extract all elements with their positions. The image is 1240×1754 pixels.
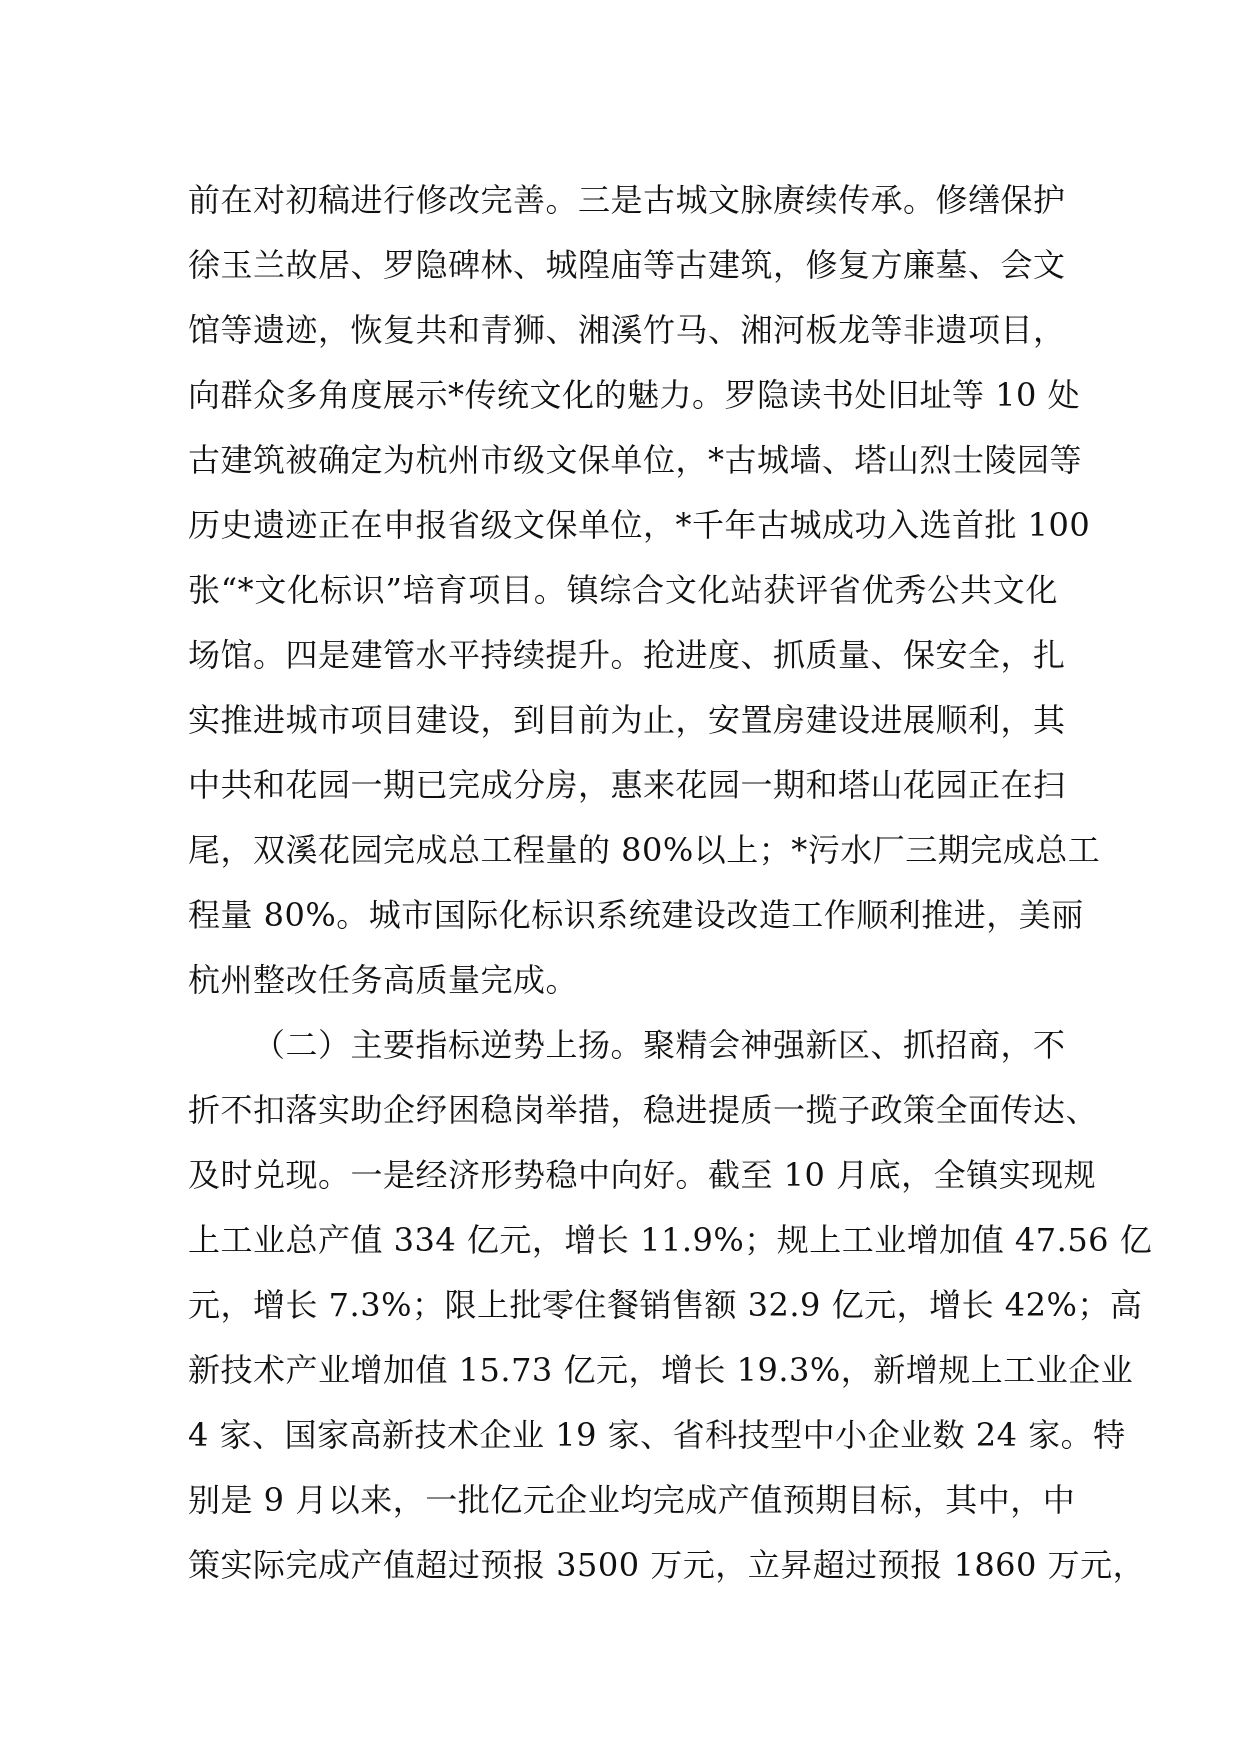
text-line: 馆等遗迹，恢复共和青狮、湘溪竹马、湘河板龙等非遗项目， [188,311,1066,349]
text-line: 折不扣落实助企纾困稳岗举措，稳进提质一揽子政策全面传达、 [188,1091,1099,1129]
text-line: 前在对初稿进行修改完善。三是古城文脉赓续传承。修缮保护 [188,181,1066,219]
text-line: 策实际完成产值超过预报 3500 万元，立昇超过预报 1860 万元， [188,1546,1146,1584]
text-line: 古建筑被确定为杭州市级文保单位，*古城墙、塔山烈士陵园等 [188,441,1083,479]
text-line: 新技术产业增加值 15.73 亿元，增长 19.3%，新增规上工业企业 [188,1351,1134,1389]
text-line: 徐玉兰故居、罗隐碑林、城隍庙等古建筑，修复方廉墓、会文 [188,246,1066,284]
body-text [188,168,1153,1598]
text-line: 向群众多角度展示*传统文化的魅力。罗隐读书处旧址等 10 处 [188,376,1081,414]
text-line: 张“*文化标识”培育项目。镇综合文化站获评省优秀公共文化 [188,571,1058,609]
text-line: 尾，双溪花园完成总工程量的 80%以上；*污水厂三期完成总工 [188,831,1101,869]
text-line: 上工业总产值 334 亿元，增长 11.9%；规上工业增加值 47.56 亿 [188,1221,1153,1259]
text-line: 4 家、国家高新技术企业 19 家、省科技型中小企业数 24 家。特 [188,1416,1126,1454]
text-line: 元，增长 7.3%；限上批零住餐销售额 32.9 亿元，增长 42%；高 [188,1286,1143,1324]
text-line: 场馆。四是建管水平持续提升。抢进度、抓质量、保安全，扎 [188,636,1066,674]
text-line: 中共和花园一期已完成分房，惠来花园一期和塔山花园正在扫 [188,766,1066,804]
text-line: （二）主要指标逆势上扬。聚精会神强新区、抓招商，不 [253,1026,1066,1064]
text-line: 别是 9 月以来，一批亿元企业均完成产值预期目标，其中，中 [188,1481,1076,1519]
text-line: 及时兑现。一是经济形势稳中向好。截至 10 月底，全镇实现规 [188,1156,1097,1194]
text-line: 程量 80%。城市国际化标识系统建设改造工作顺利推进，美丽 [188,896,1084,934]
text-line: 杭州整改任务高质量完成。 [188,961,579,999]
text-line: 实推进城市项目建设，到目前为止，安置房建设进展顺利，其 [188,701,1066,739]
text-line: 历史遗迹正在申报省级文保单位，*千年古城成功入选首批 100 [188,506,1091,544]
